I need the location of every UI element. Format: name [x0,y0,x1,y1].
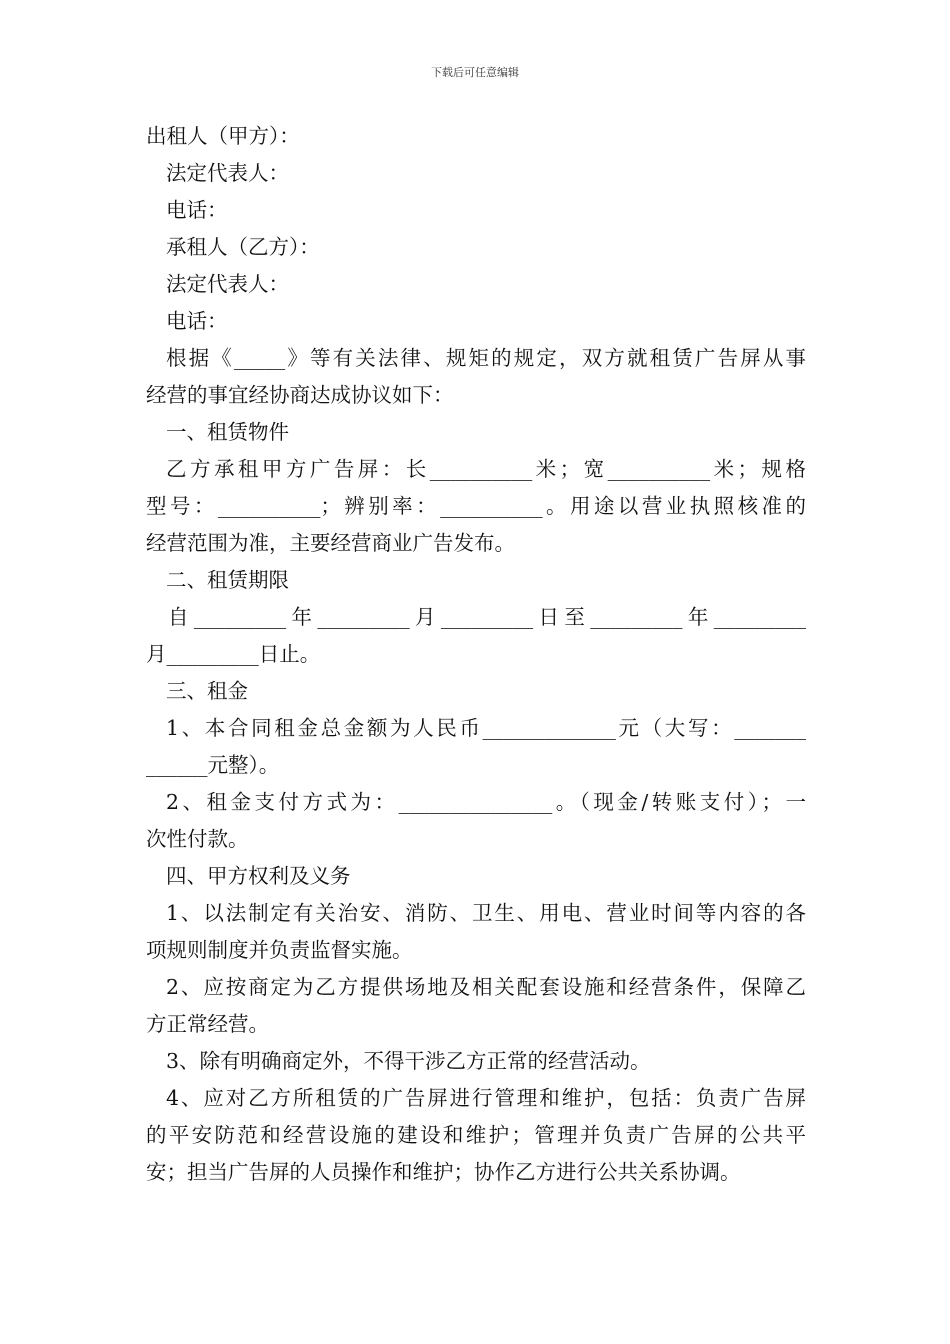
contract-line: 电话： [166,198,228,222]
contract-line: 型号：__________；辨别率：__________。用途以营业执照核准的 [146,494,806,518]
contract-line: 三、租金 [166,679,248,703]
contract-line: 4、应对乙方所租赁的广告屏进行管理和维护，包括：负责广告屏 [166,1086,806,1110]
contract-line: 根据《_____》等有关法律、规矩的规定，双方就租赁广告屏从事 [166,346,806,370]
contract-line: 经营的事宜经协商达成协议如下： [146,383,454,407]
contract-line: 电话： [166,309,228,333]
contract-line: 承租人（乙方）： [166,235,320,259]
contract-line: 1、以法制定有关治安、消防、卫生、用电、营业时间等内容的各 [166,901,806,925]
contract-line: 2、租金支付方式为：_______________。（现金/转账支付）；一 [166,790,806,814]
contract-line: 1、本合同租金总金额为人民币_____________元（大写：_______ [166,716,806,740]
contract-line: 乙方承租甲方广告屏：长__________米；宽__________米；规格 [166,457,806,481]
contract-line: 3、除有明确商定外，不得干涉乙方正常的经营活动。 [166,1049,651,1073]
contract-line: 法定代表人： [166,272,289,296]
contract-line: 四、甲方权利及义务 [166,864,351,888]
contract-line: 一、租赁物件 [166,420,289,444]
contract-line: 出租人（甲方）： [146,124,300,148]
contract-line: ______元整）。 [146,753,280,777]
contract-line: 经营范围为准，主要经营商业广告发布。 [146,531,515,555]
contract-line: 法定代表人： [166,161,289,185]
contract-line: 月_________日止。 [146,642,321,666]
contract-line: 2、应按商定为乙方提供场地及相关配套设施和经营条件，保障乙 [166,975,806,999]
page-header: 下载后可任意编辑 [431,66,519,79]
contract-line: 项规则制度并负责监督实施。 [146,938,413,962]
contract-body [146,118,806,1191]
contract-line: 自_________年_________月_________日至_________年_________ [168,605,806,629]
contract-line: 方正常经营。 [146,1012,269,1036]
contract-line: 的平安防范和经营设施的建设和维护；管理并负责广告屏的公共平 [146,1123,806,1147]
contract-line: 次性付款。 [146,827,249,851]
contract-line: 二、租赁期限 [166,568,289,592]
contract-line: 安；担当广告屏的人员操作和维护；协作乙方进行公共关系协调。 [146,1160,741,1184]
